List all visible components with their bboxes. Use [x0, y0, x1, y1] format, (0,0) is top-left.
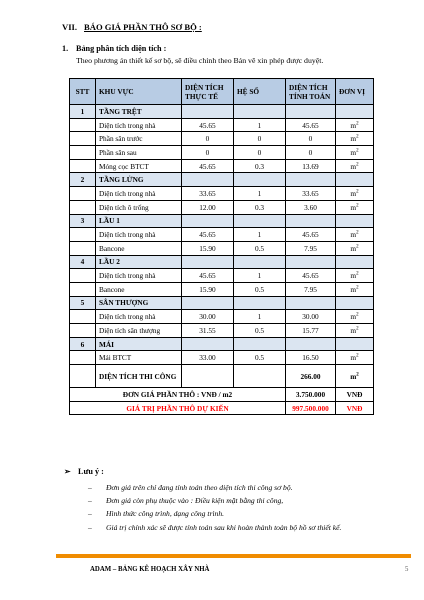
notes-heading [64, 466, 104, 476]
area-name-cell: Diện tích trong nhà [96, 310, 182, 324]
table-row [70, 132, 374, 146]
unit-price-label: ĐƠN GIÁ PHẦN THÔ : VNĐ / m2 [70, 388, 286, 402]
unit-text: m [350, 188, 357, 198]
unit-sup: 2 [356, 244, 359, 250]
unit-sup: 2 [356, 285, 359, 291]
table-row [70, 200, 374, 214]
total-empty-cell [234, 365, 286, 388]
coefficient-cell: 0.5 [234, 324, 286, 338]
unit-sup: 2 [356, 121, 359, 127]
note-item [88, 509, 341, 522]
note-text: Giá trị chính xác sẽ được tính toán sau khi hoàn thành toàn bộ hồ sơ thiết kế. [106, 522, 342, 532]
total-empty-cell [70, 365, 96, 388]
group-stt: 2 [70, 173, 96, 187]
coefficient-cell: 0 [234, 146, 286, 160]
table-row [70, 310, 374, 324]
table-header-row [70, 79, 374, 105]
unit-text: m [350, 243, 357, 253]
coefficient-cell: 0 [234, 132, 286, 146]
group-row [70, 105, 374, 119]
group-empty-cell [336, 173, 374, 187]
unit-price-unit: VNĐ [336, 388, 374, 402]
calculated-area-cell: 30.00 [286, 310, 336, 324]
group-stt: 3 [70, 214, 96, 228]
group-empty-cell [182, 214, 234, 228]
area-name-cell: Móng cọc BTCT [96, 159, 182, 173]
unit-sup: 2 [356, 162, 359, 168]
dash-bullet-icon: – [88, 509, 92, 519]
group-stt: 1 [70, 105, 96, 119]
group-empty-cell [336, 105, 374, 119]
unit-text: m [350, 147, 357, 157]
footer-divider [56, 554, 411, 558]
unit-cell [336, 187, 374, 201]
table-body [70, 105, 374, 365]
calculated-area-cell: 45.65 [286, 269, 336, 283]
calculated-area-cell: 33.65 [286, 187, 336, 201]
group-empty-cell [182, 105, 234, 119]
calculated-area-cell: 0 [286, 146, 336, 160]
subsection-heading [62, 44, 166, 53]
area-name-cell: Diện tích trong nhà [96, 187, 182, 201]
actual-area-cell: 15.90 [182, 282, 234, 296]
group-name: TẦNG LỬNG [96, 173, 182, 187]
group-empty-cell [286, 296, 336, 310]
actual-area-cell: 45.65 [182, 159, 234, 173]
unit-cell [336, 269, 374, 283]
actual-area-cell: 12.00 [182, 200, 234, 214]
area-name-cell: Diện tích trong nhà [96, 269, 182, 283]
unit-text: m [350, 134, 357, 144]
table-row [70, 228, 374, 242]
unit-sup: 2 [356, 326, 359, 332]
coefficient-cell: 1 [234, 310, 286, 324]
group-name: LẦU 1 [96, 214, 182, 228]
unit-cell [336, 241, 374, 255]
stt-cell [70, 324, 96, 338]
group-row [70, 173, 374, 187]
note-text: Đơn giá còn phụ thuộc vào : Điều kiện mặt bằng thi công, [106, 496, 284, 506]
table-row [70, 282, 374, 296]
header-coefficient: HỆ SỐ [234, 79, 286, 105]
area-name-cell: Phần sân sau [96, 146, 182, 160]
group-empty-cell [182, 173, 234, 187]
table-row [70, 118, 374, 132]
group-empty-cell [182, 255, 234, 269]
table-row [70, 241, 374, 255]
group-empty-cell [234, 173, 286, 187]
area-name-cell: Phần sân trước [96, 132, 182, 146]
stt-cell [70, 310, 96, 324]
calculated-area-cell: 15.77 [286, 324, 336, 338]
group-name: MÁI [96, 337, 182, 351]
grand-total-row [70, 401, 374, 415]
coefficient-cell: 1 [234, 187, 286, 201]
unit-sup: 2 [356, 271, 359, 277]
calculated-area-cell: 16.50 [286, 351, 336, 365]
unit-cell [336, 228, 374, 242]
actual-area-cell: 45.65 [182, 269, 234, 283]
group-row [70, 337, 374, 351]
group-name: SÂN THƯỢNG [96, 296, 182, 310]
header-unit: ĐƠN VỊ [336, 79, 374, 105]
unit-text: m [350, 161, 357, 171]
actual-area-cell: 15.90 [182, 241, 234, 255]
unit-text: m [350, 120, 357, 130]
unit-cell [336, 146, 374, 160]
area-name-cell: Diện tích ô trống [96, 200, 182, 214]
coefficient-cell: 0.5 [234, 241, 286, 255]
group-empty-cell [182, 337, 234, 351]
unit-text: m [350, 284, 357, 294]
header-area: KHU VỰC [96, 79, 182, 105]
group-empty-cell [286, 173, 336, 187]
coefficient-cell: 0.3 [234, 159, 286, 173]
unit-sup: 2 [356, 353, 359, 359]
unit-cell [336, 132, 374, 146]
dash-bullet-icon: – [88, 522, 92, 532]
header-actual-area: DIỆN TÍCH THỰC TẾ [182, 79, 234, 105]
group-empty-cell [234, 105, 286, 119]
grand-total-value: 997.500.000 [286, 401, 336, 415]
unit-text: m [350, 312, 357, 322]
coefficient-cell: 1 [234, 118, 286, 132]
subsection-title: Bảng phân tích diện tích : [76, 44, 167, 53]
group-name: TẦNG TRỆT [96, 105, 182, 119]
group-empty-cell [286, 105, 336, 119]
calculated-area-cell: 13.69 [286, 159, 336, 173]
area-name-cell: Bancone [96, 282, 182, 296]
note-item [88, 483, 341, 496]
actual-area-cell: 33.65 [182, 187, 234, 201]
stt-cell [70, 118, 96, 132]
unit-text: m [350, 271, 357, 281]
group-stt: 6 [70, 337, 96, 351]
group-empty-cell [336, 214, 374, 228]
header-stt: STT [70, 79, 96, 105]
dash-bullet-icon: – [88, 483, 92, 492]
area-name-cell: Mái BTCT [96, 351, 182, 365]
group-empty-cell [336, 337, 374, 351]
area-name-cell: Diện tích sân thượng [96, 324, 182, 338]
total-label: DIỆN TÍCH THI CÔNG [96, 365, 182, 388]
calculated-area-cell: 3.60 [286, 200, 336, 214]
group-empty-cell [336, 255, 374, 269]
unit-text: m [350, 325, 357, 335]
calculated-area-cell: 0 [286, 132, 336, 146]
note-item [88, 523, 341, 536]
unit-text: m [350, 230, 357, 240]
total-empty-cell [182, 365, 234, 388]
unit-sup: 2 [356, 312, 359, 318]
arrow-bullet-icon: ➢ [64, 467, 71, 476]
grand-total-label: GIÁ TRỊ PHẦN THÔ DỰ KIẾN [70, 401, 286, 415]
calculated-area-cell: 7.95 [286, 241, 336, 255]
table-row [70, 351, 374, 365]
group-name: LẦU 2 [96, 255, 182, 269]
group-empty-cell [336, 296, 374, 310]
unit-price-row [70, 388, 374, 402]
group-empty-cell [286, 255, 336, 269]
unit-cell [336, 324, 374, 338]
subsection-number: 1. [62, 44, 69, 53]
coefficient-cell: 1 [234, 228, 286, 242]
unit-text: m [350, 353, 357, 363]
table-row [70, 187, 374, 201]
actual-area-cell: 0 [182, 132, 234, 146]
group-stt: 4 [70, 255, 96, 269]
actual-area-cell: 31.55 [182, 324, 234, 338]
group-empty-cell [234, 296, 286, 310]
group-empty-cell [182, 296, 234, 310]
unit-cell [336, 118, 374, 132]
group-row [70, 255, 374, 269]
unit-text: m [350, 202, 357, 212]
unit-cell [336, 282, 374, 296]
stt-cell [70, 228, 96, 242]
stt-cell [70, 351, 96, 365]
table-row [70, 146, 374, 160]
footer-title: ADAM – BẢNG KÊ HOẠCH XÂY NHÀ [90, 566, 210, 573]
coefficient-cell: 0.5 [234, 282, 286, 296]
unit-cell [336, 159, 374, 173]
group-empty-cell [234, 337, 286, 351]
grand-total-unit: VNĐ [336, 401, 374, 415]
note-text: Đơn giá trên chỉ đang tính toán theo diện tích thi công sơ bộ. [106, 483, 293, 492]
table-row [70, 159, 374, 173]
total-value: 266.00 [286, 365, 336, 388]
actual-area-cell: 45.65 [182, 118, 234, 132]
unit-sup: 2 [356, 203, 359, 209]
table-row [70, 324, 374, 338]
actual-area-cell: 33.00 [182, 351, 234, 365]
header-calculated-area: DIỆN TÍCH TÍNH TOÁN [286, 79, 336, 105]
table-row [70, 269, 374, 283]
unit-cell [336, 200, 374, 214]
unit-sup: 2 [356, 134, 359, 140]
group-empty-cell [286, 337, 336, 351]
note-item [88, 496, 341, 509]
notes-title: Lưu ý : [78, 467, 104, 476]
actual-area-cell: 30.00 [182, 310, 234, 324]
coefficient-cell: 0.5 [234, 351, 286, 365]
stt-cell [70, 200, 96, 214]
area-table [69, 78, 374, 415]
actual-area-cell: 0 [182, 146, 234, 160]
page-number: 5 [405, 566, 409, 573]
note-text: Hình thức công trình, dạng công trình. [106, 509, 225, 519]
unit-sup: 2 [356, 189, 359, 195]
group-empty-cell [286, 214, 336, 228]
coefficient-cell: 1 [234, 269, 286, 283]
stt-cell [70, 132, 96, 146]
calculated-area-cell: 45.65 [286, 118, 336, 132]
actual-area-cell: 45.65 [182, 228, 234, 242]
group-row [70, 296, 374, 310]
group-stt: 5 [70, 296, 96, 310]
unit-cell [336, 310, 374, 324]
dash-bullet-icon: – [88, 496, 92, 506]
calculated-area-cell: 45.65 [286, 228, 336, 242]
section-heading [62, 22, 202, 32]
total-unit [336, 365, 374, 388]
unit-price-value: 3.750.000 [286, 388, 336, 402]
total-unit-text: m [350, 371, 357, 381]
group-row [70, 214, 374, 228]
stt-cell [70, 241, 96, 255]
area-name-cell: Diện tích trong nhà [96, 118, 182, 132]
area-name-cell: Diện tích trong nhà [96, 228, 182, 242]
section-title: BÁO GIÁ PHẦN THÔ SƠ BỘ : [84, 22, 202, 32]
notes-list [88, 483, 341, 536]
unit-sup: 2 [356, 230, 359, 236]
coefficient-cell: 0.3 [234, 200, 286, 214]
group-empty-cell [234, 214, 286, 228]
calculated-area-cell: 7.95 [286, 282, 336, 296]
section-number: VII. [62, 22, 78, 32]
stt-cell [70, 269, 96, 283]
total-area-row [70, 365, 374, 388]
unit-sup: 2 [356, 148, 359, 154]
stt-cell [70, 282, 96, 296]
group-empty-cell [234, 255, 286, 269]
stt-cell [70, 159, 96, 173]
subsection-description: Theo phương án thiết kế sơ bộ, sẽ điều chỉnh theo Bản vẽ xin phép được duyệt. [76, 56, 324, 65]
stt-cell [70, 146, 96, 160]
unit-cell [336, 351, 374, 365]
area-name-cell: Bancone [96, 241, 182, 255]
total-unit-sup: 2 [356, 372, 359, 378]
stt-cell [70, 187, 96, 201]
